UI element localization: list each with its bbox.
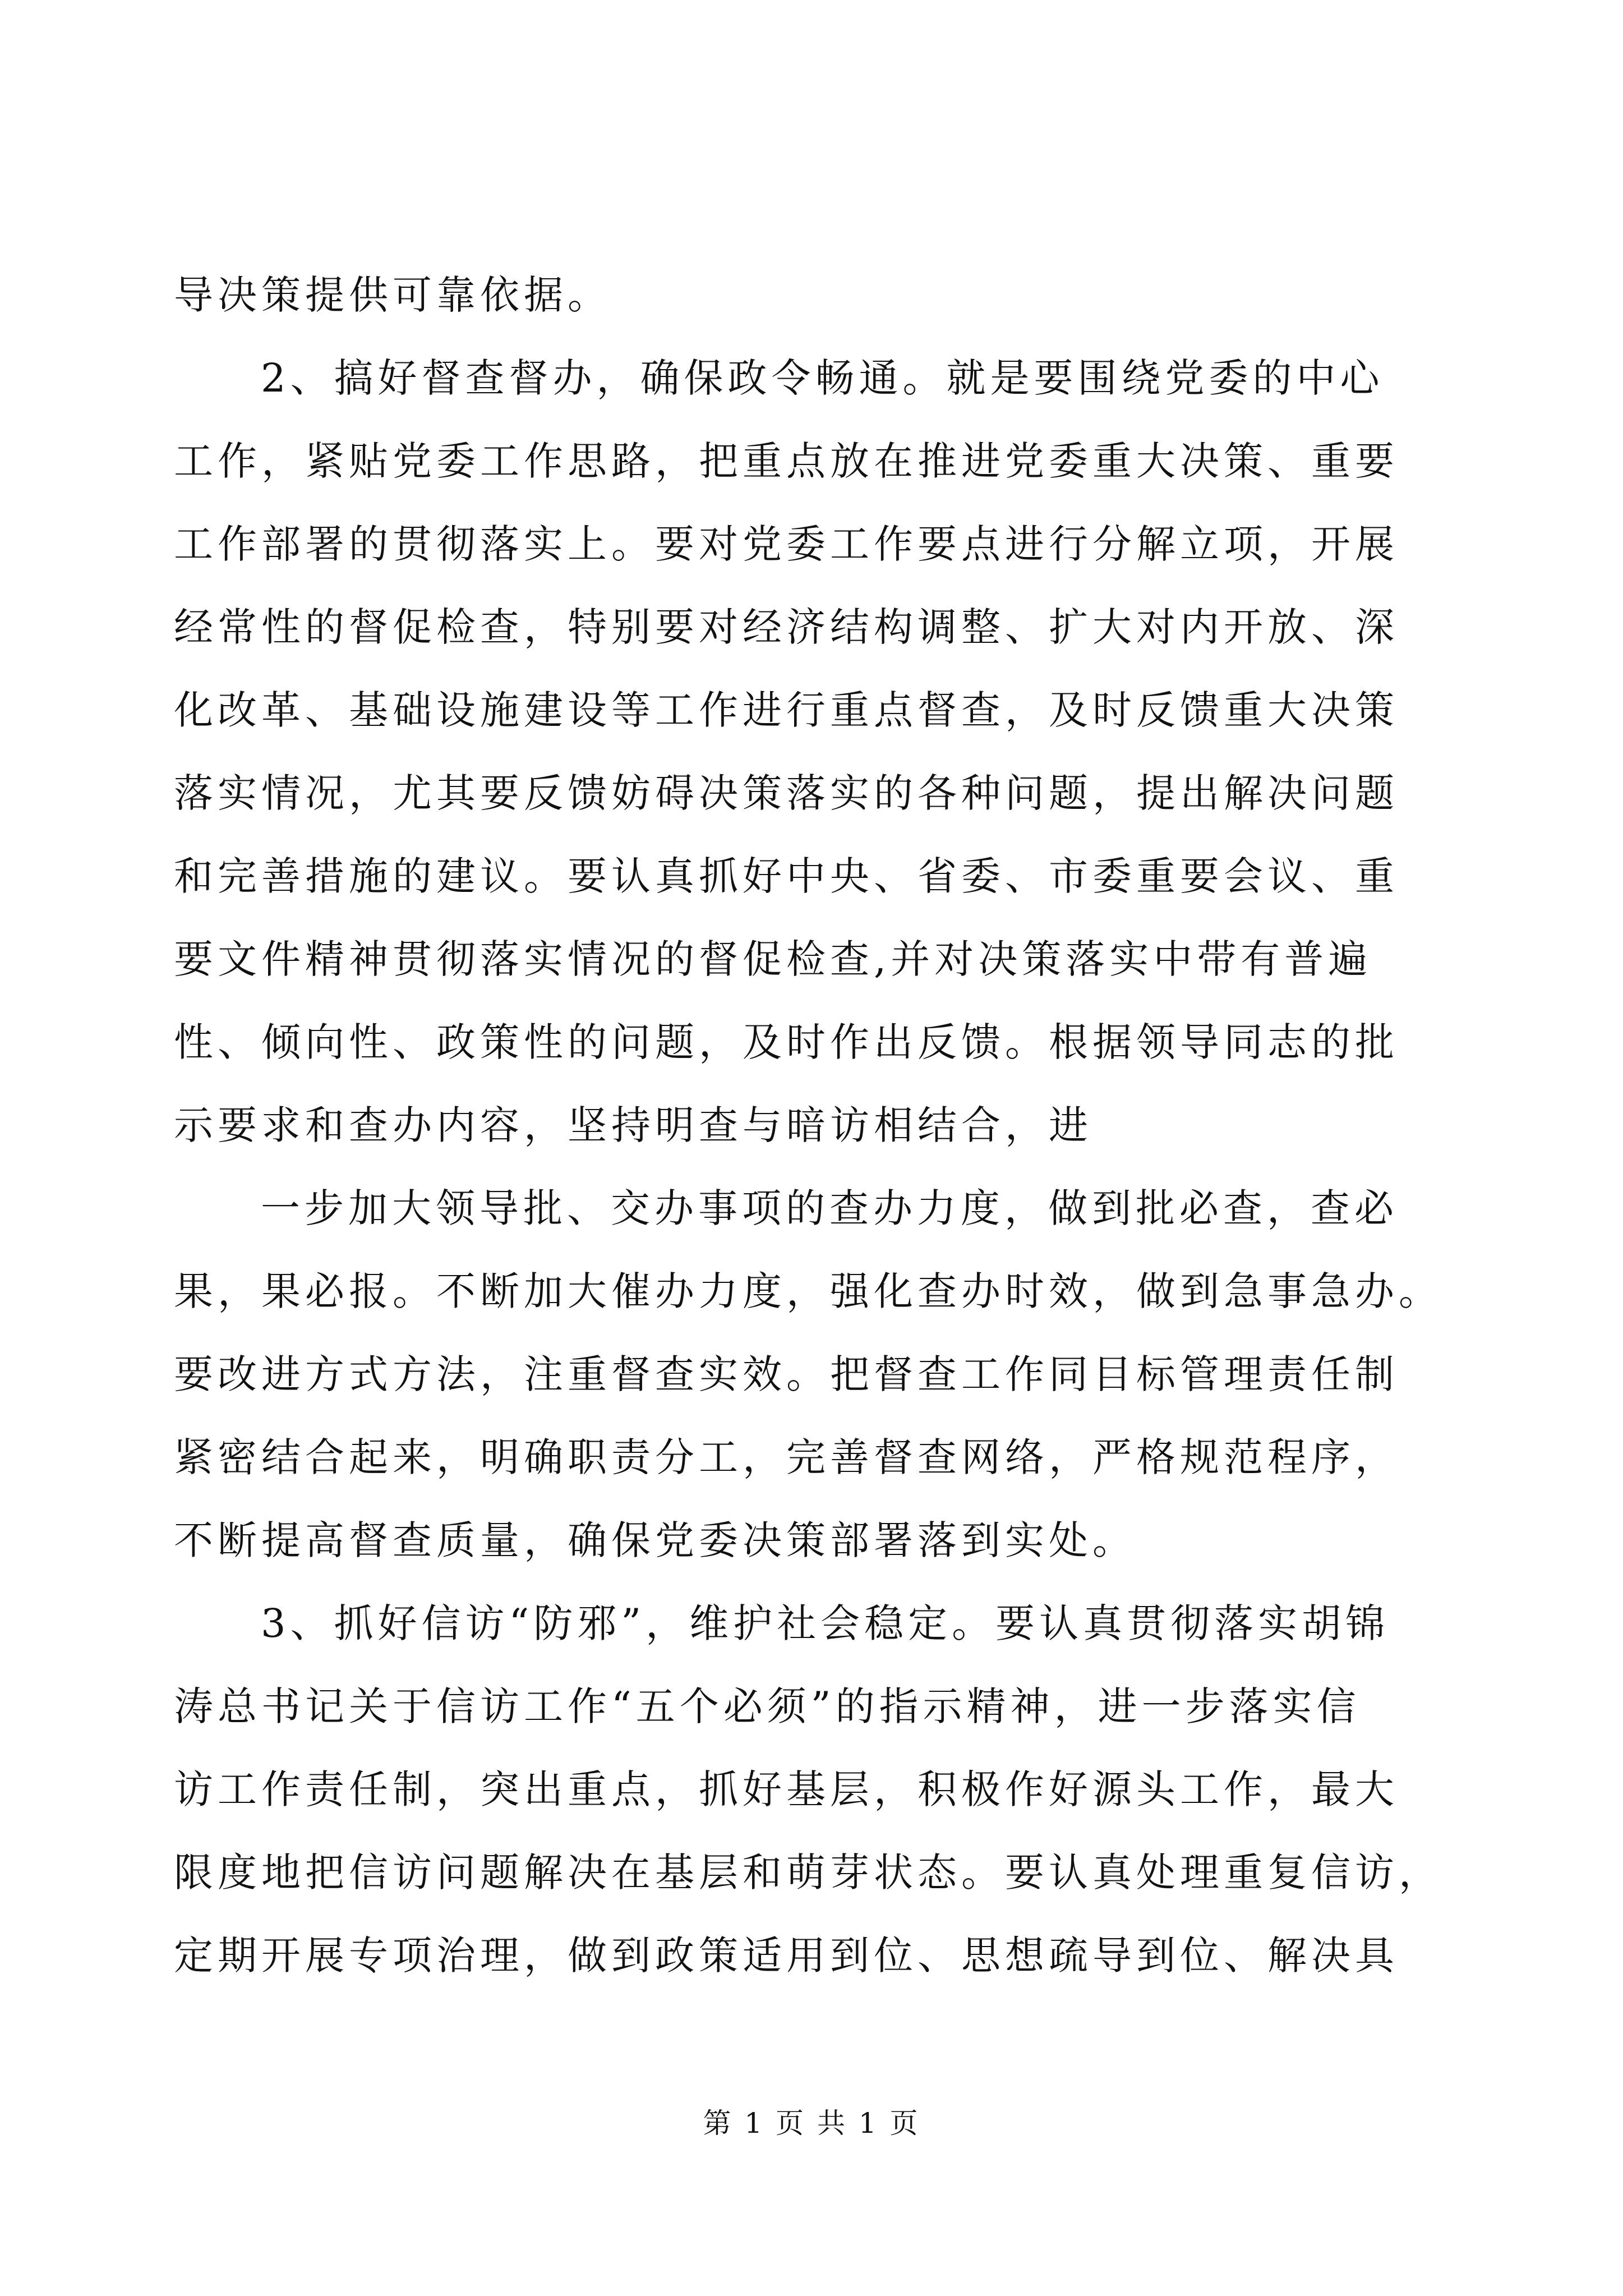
text-line: 工作部署的贯彻落实上。要对党委工作要点进行分解立项，开展 — [174, 521, 1399, 567]
paragraph-2-heading-line: 2、搞好督查督办，确保政令畅通。就是要围绕党委的中心 — [261, 355, 1384, 401]
text-line: 导决策提供可靠依据。 — [174, 272, 611, 318]
text-line: 工作，紧贴党委工作思路，把重点放在推进党委重大决策、重要 — [174, 438, 1399, 484]
page-number-footer: 第 1 页 共 1 页 — [703, 2107, 920, 2139]
document-body — [174, 254, 1453, 1997]
text-line: 定期开展专项治理，做到政策适用到位、思想疏导到位、解决具 — [174, 1932, 1399, 1978]
text-line: 性、倾向性、政策性的问题，及时作出反馈。根据领导同志的批 — [174, 1019, 1399, 1065]
text-line: 果，果必报。不断加大催办力度，强化查办时效，做到急事急办。 — [174, 1268, 1442, 1314]
text-line: 落实情况，尤其要反馈妨碍决策落实的各种问题，提出解决问题 — [174, 770, 1399, 816]
text-line: 要改进方式方法，注重督查实效。把督查工作同目标管理责任制 — [174, 1351, 1399, 1397]
text-line: 紧密结合起来，明确职责分工，完善督查网络，严格规范程序， — [174, 1434, 1399, 1480]
text-line: 和完善措施的建议。要认真抓好中央、省委、市委重要会议、重 — [174, 853, 1399, 899]
text-line: 要文件精神贯彻落实情况的督促检查,并对决策落实中带有普遍 — [174, 936, 1372, 982]
text-line: 限度地把信访问题解决在基层和萌芽状态。要认真处理重复信访， — [174, 1849, 1442, 1895]
text-line: 化改革、基础设施建设等工作进行重点督查，及时反馈重大决策 — [174, 687, 1399, 733]
text-line: 访工作责任制，突出重点，抓好基层，积极作好源头工作，最大 — [174, 1766, 1399, 1812]
text-line: 示要求和查办内容，坚持明查与暗访相结合，进 — [174, 1102, 1092, 1148]
paragraph-continuation-line: 一步加大领导批、交办事项的查办力度，做到批必查，查必 — [261, 1185, 1398, 1231]
text-line: 涛总书记关于信访工作“五个必须”的指示精神，进一步落实信 — [174, 1683, 1361, 1729]
paragraph-3-heading-line: 3、抓好信访“防邪”，维护社会稳定。要认真贯彻落实胡锦 — [261, 1600, 1390, 1646]
text-line: 不断提高督查质量，确保党委决策部署落到实处。 — [174, 1517, 1136, 1563]
text-line: 经常性的督促检查，特别要对经济结构调整、扩大对内开放、深 — [174, 604, 1399, 650]
